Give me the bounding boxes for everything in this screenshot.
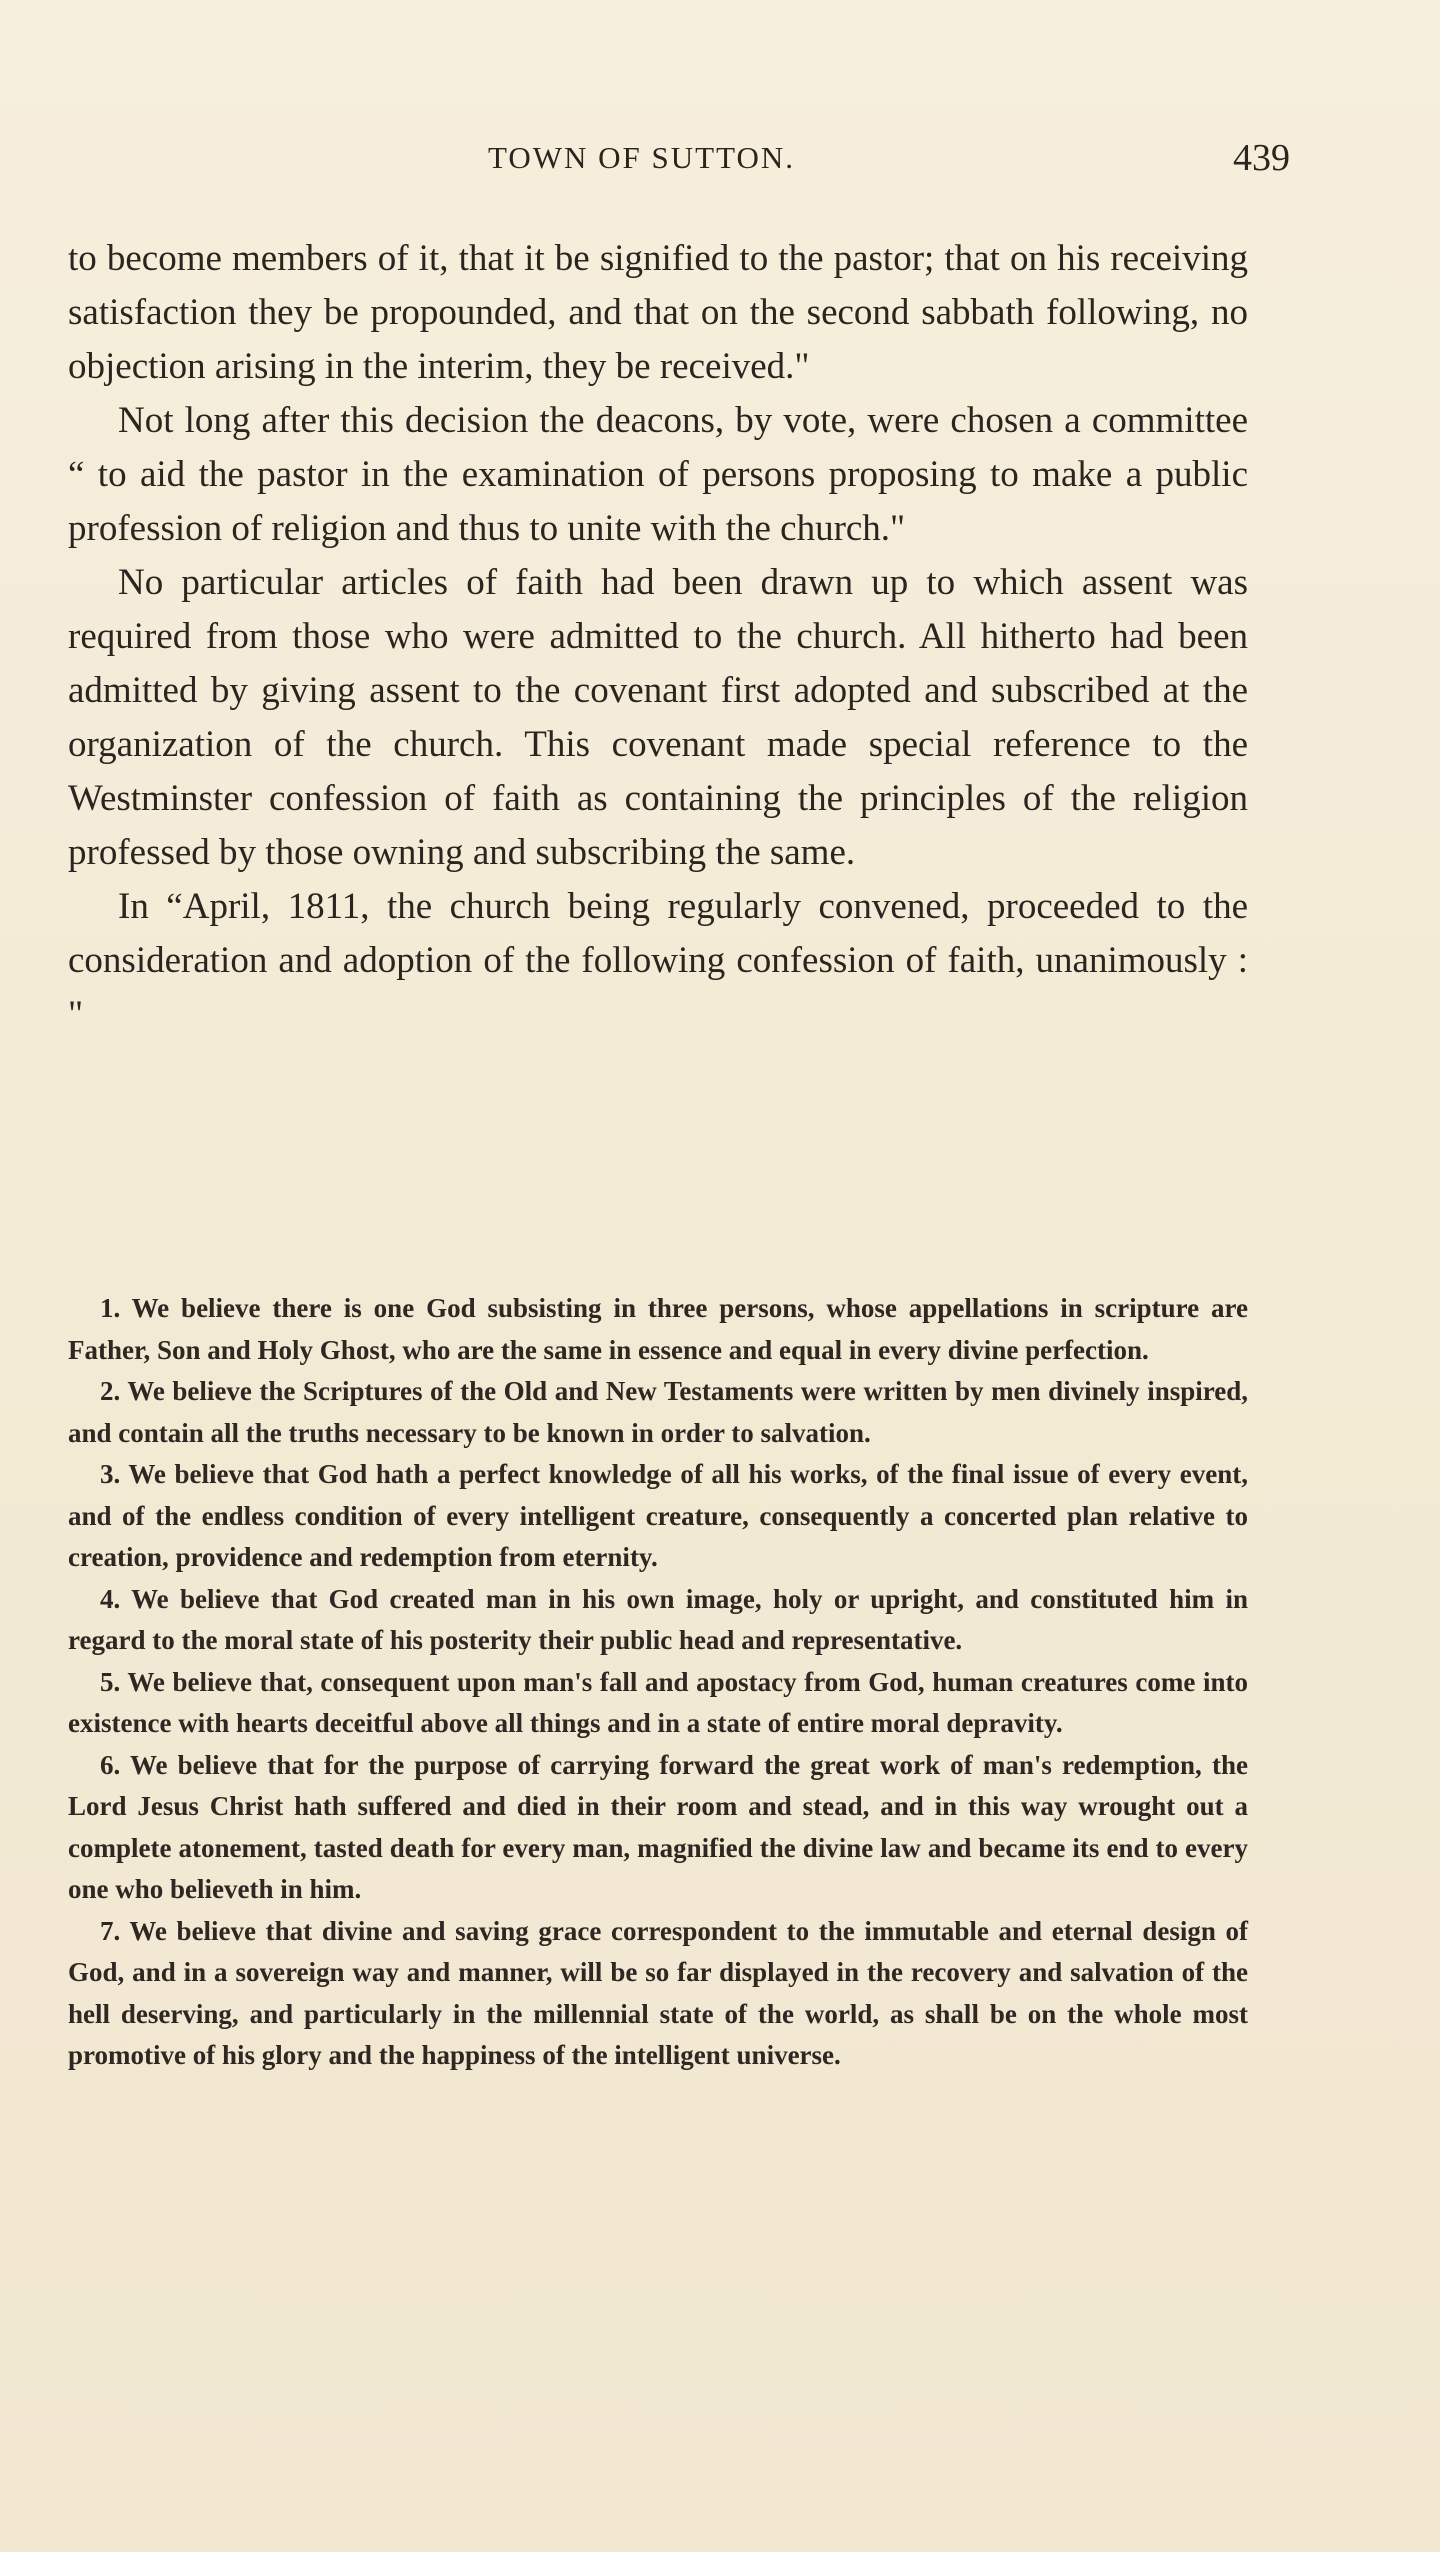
paragraph-articles-of-faith: No particular articles of faith had been drawn up to which assent was required from those who were admitted to the church. All hitherto had been admitted by giving assent to the covenant first adopted and subscribed at the organization of the church. This covenant made special reference to the Westminster confession of faith as containing the principles of the religion professed by those owning and subscribing the same.: [68, 562, 1248, 873]
article-3: 3. We believe that God hath a perfect knowledge of all his works, of the final issue of every event, and of the endless condition of every intelligent creature, consequently a concerted plan relative to creation, providence and redemption from eternity.: [68, 1459, 1248, 1572]
article-7: 7. We believe that divine and saving grace correspondent to the immutable and eternal design of God, and in a sovereign way and manner, will be so far displayed in the recovery and salvation of the hell deserving, and particularly in the millennial state of the world, as shall be on the whole most promotive of his glory and the happiness of the intelligent universe.: [68, 1915, 1248, 2070]
page-number: 439: [1233, 137, 1290, 179]
running-title: TOWN OF SUTTON.: [488, 140, 796, 175]
article-4: 4. We believe that God created man in his own image, holy or upright, and constituted him in regard to the moral state of his posterity their public head and representative.: [68, 1583, 1248, 1655]
paragraph-committee: Not long after this decision the deacons, by vote, were chosen a committee “ to aid the pastor in the examination of persons proposing to make a public profession of religion and thus to unite with the church.": [68, 400, 1248, 549]
body-text: [68, 232, 1248, 1042]
article-1: 1. We believe there is one God subsisting in three persons, whose appellations in scripture are Father, Son and Holy Ghost, who are the same in essence and equal in every divine perfection.: [68, 1293, 1248, 1365]
confession-of-faith: [68, 1288, 1248, 2077]
paragraph-continuation: to become members of it, that it be signified to the pastor; that on his receiving satisfaction they be propounded, and that on the second sabbath following, no objection arising in the interim, they be received.": [68, 238, 1248, 387]
running-head: [68, 136, 1290, 186]
article-5: 5. We believe that, consequent upon man's fall and apostacy from God, human creatures come into existence with hearts deceitful above all things and in a state of entire moral depravity.: [68, 1666, 1248, 1738]
paragraph-april-1811: In “April, 1811, the church being regularly convened, proceeded to the consideration and adoption of the following confession of faith, unanimously : ": [68, 886, 1248, 1035]
article-6: 6. We believe that for the purpose of carrying forward the great work of man's redemption, the Lord Jesus Christ hath suffered and died in their room and stead, and in this way wrought out a complete atonement, tasted death for every man, magnified the divine law and became its end to every one who believeth in him.: [68, 1749, 1248, 1904]
article-2: 2. We believe the Scriptures of the Old and New Testaments were written by men divinely inspired, and contain all the truths necessary to be known in order to salvation.: [68, 1376, 1248, 1448]
